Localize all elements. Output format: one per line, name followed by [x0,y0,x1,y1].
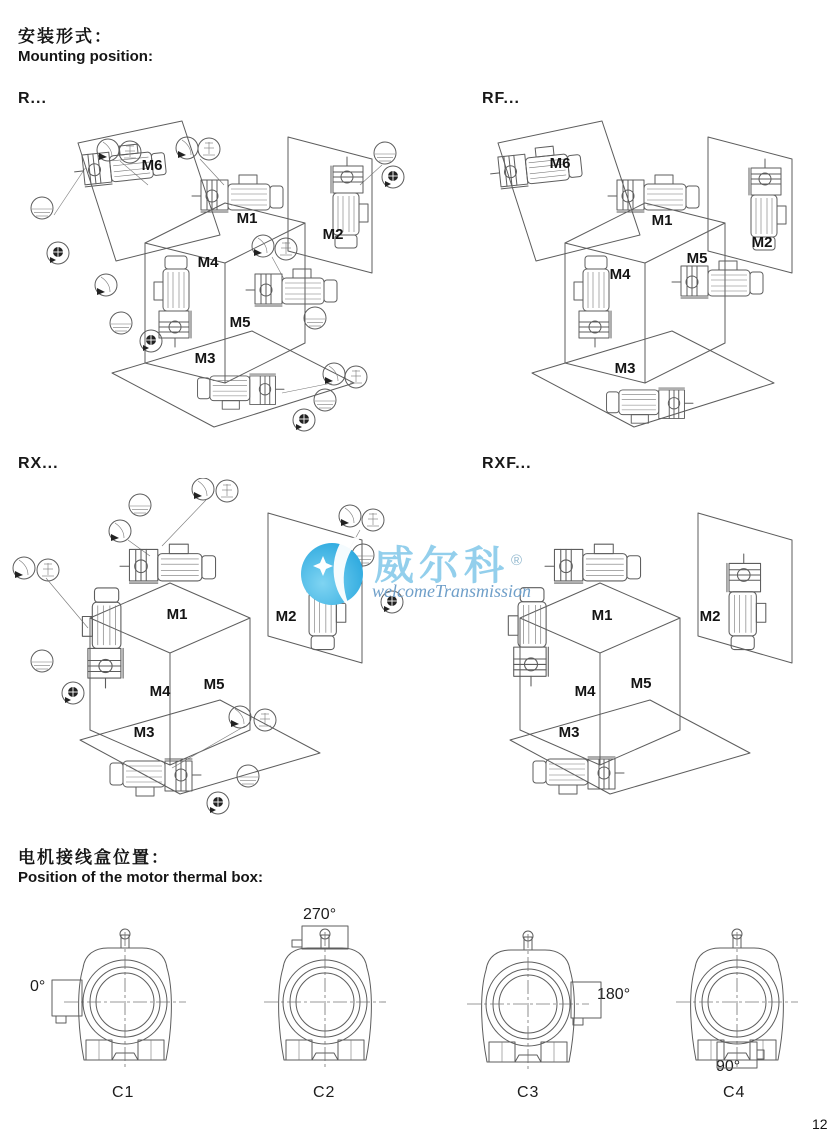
registered-mark: ® [511,551,528,569]
bottom-title-en: Position of the motor thermal box: [18,869,264,886]
gearmotor-m4 [574,256,611,347]
oil-drain-icon [13,557,35,579]
view-label-c2: C2 [313,1084,336,1101]
view-label-c4: C4 [723,1084,746,1101]
oil-fill-icon [382,166,404,188]
mounting-position-label-m2: M2 [751,234,773,251]
oil-drain-icon [339,505,361,527]
mounting-position-label-m4: M4 [609,266,631,283]
angle-label-c1: 0° [30,978,46,995]
page-title-en: Mounting position: [18,48,153,65]
section-header-rxf: RXF... [482,455,532,472]
motor-view-c3 [453,926,603,1076]
angle-label-c3: 180° [597,986,631,1003]
oil-fill-icon [62,682,84,704]
oil-drain-icon [229,706,251,728]
angle-label-c4: 90° [716,1058,741,1075]
mounting-position-label-m4: M4 [197,254,219,271]
section-header-r: R... [18,90,47,107]
oil-drain-icon [323,363,345,385]
mounting-position-label-m3: M3 [194,350,216,367]
oil-level-icon [304,307,326,329]
r-mounting-diagram [20,115,430,445]
oil-level-icon [110,312,132,334]
breather-icon [37,559,59,581]
mounting-position-label-m2: M2 [322,226,344,243]
gearmotor-m3 [533,757,624,794]
view-label-c3: C3 [517,1084,540,1101]
watermark-logo [298,532,548,612]
page-number: 12 [812,1116,828,1132]
oil-fill-icon [140,330,162,352]
terminal-box-left [52,980,82,1016]
mounting-position-label-m5: M5 [686,250,708,267]
view-label-c1: C1 [112,1084,135,1101]
watermark-globe-icon [298,532,368,612]
breather-icon [362,509,384,531]
rf-mounting-diagram [440,115,835,445]
mounting-position-label-m3: M3 [558,724,580,741]
mounting-position-label-m5: M5 [229,314,251,331]
breather-icon [198,138,220,160]
gearmotor-m3 [607,388,693,423]
oil-drain-icon [252,235,274,257]
gearmotor-m1 [545,544,641,583]
breather-icon [275,238,297,260]
oil-level-icon [31,650,53,672]
breather-icon [345,366,367,388]
mounting-position-label-m4: M4 [574,683,596,700]
oil-fill-icon [293,409,315,431]
gearmotor-m1 [120,544,216,583]
gearmotor-m5 [246,269,337,306]
page-title-zh: 安装形式： [18,27,113,46]
oil-fill-icon [207,792,229,814]
mounting-position-label-m2: M2 [275,608,297,625]
bottom-title-zh: 电机接线盒位置： [18,848,170,867]
motor-view-c4 [662,924,812,1074]
oil-drain-icon [192,478,214,500]
oil-drain-icon [95,274,117,296]
motor-view-c1 [50,924,200,1074]
mounting-position-label-m5: M5 [203,676,225,693]
gearmotor-m3 [110,759,201,796]
motor-view-c2 [250,924,400,1074]
watermark-brand-en: welcomeTransmission [372,581,532,601]
angle-label-c2: 270° [303,906,337,923]
oil-drain-icon [176,137,198,159]
oil-level-icon [129,494,151,516]
oil-fill-icon [47,242,69,264]
rxf-mounting-diagram [440,478,840,828]
mounting-position-label-m3: M3 [133,724,155,741]
oil-level-icon [31,197,53,219]
mounting-position-label-m1: M1 [166,606,188,623]
oil-drain-icon [97,139,119,161]
gearmotor-m4 [82,588,123,688]
section-header-rf: RF... [482,90,520,107]
oil-level-icon [374,142,396,164]
watermark-brand-zh: 威尔科 ® [374,544,528,588]
gearmotor-m2 [727,554,766,650]
terminal-box-right [571,982,601,1018]
mounting-position-label-m3: M3 [614,360,636,377]
mounting-position-label-m4: M4 [149,683,171,700]
mounting-position-label-m6: M6 [549,155,571,172]
mounting-position-label-m6: M6 [141,157,163,174]
mounting-position-label-m1: M1 [651,212,673,229]
oil-drain-icon [109,520,131,542]
mounting-position-label-m1: M1 [591,607,613,624]
breather-icon [216,480,238,502]
mounting-position-label-m5: M5 [630,675,652,692]
rx-mounting-diagram [10,478,430,828]
mounting-position-label-m1: M1 [236,210,258,227]
section-header-rx: RX... [18,455,59,472]
mounting-position-label-m2: M2 [699,608,721,625]
